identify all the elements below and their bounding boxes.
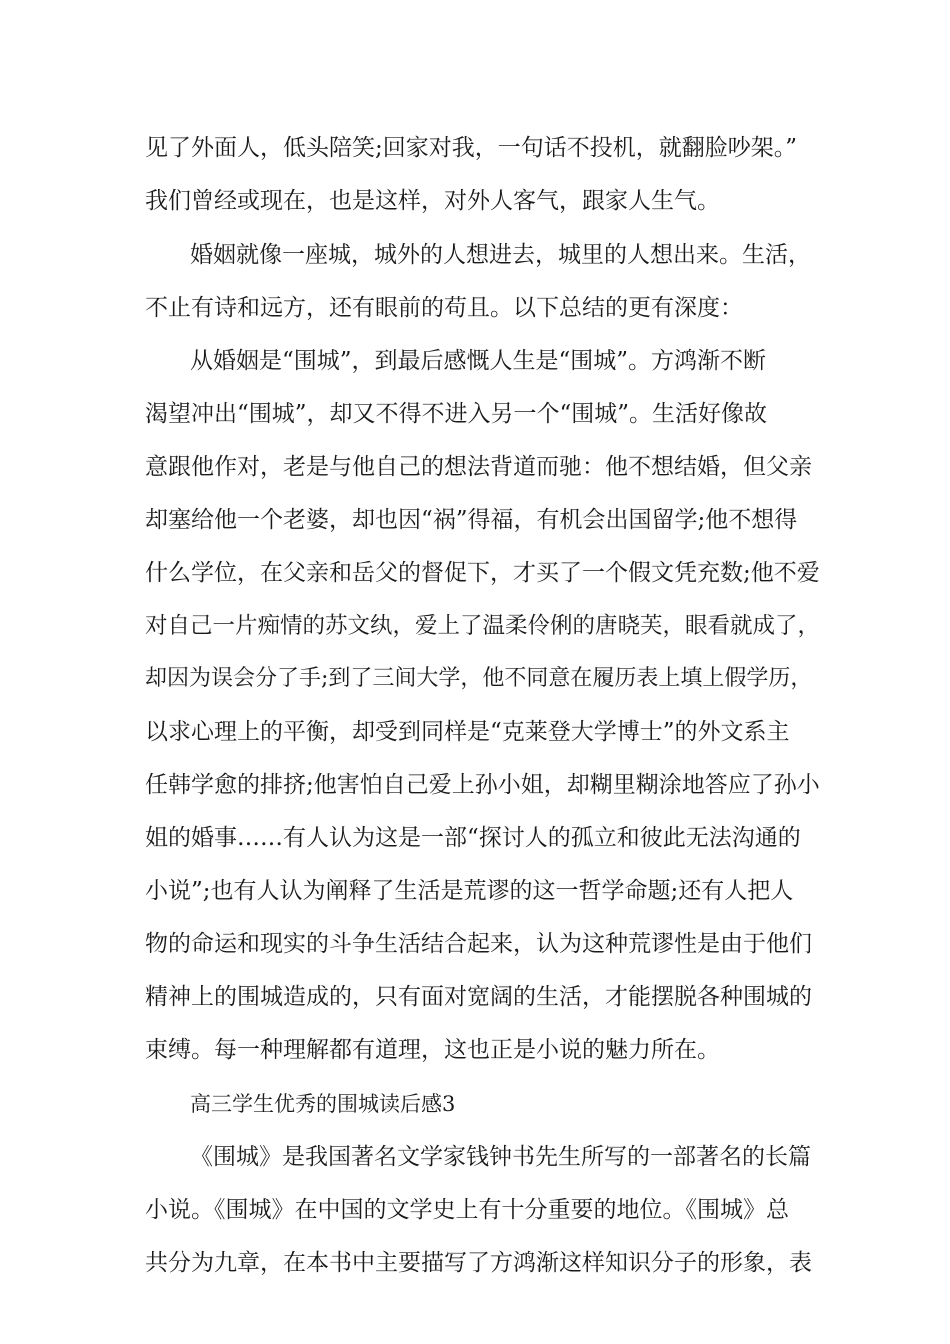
paragraph-line: 小说。《围城》在中国的文学史上有十分重要的地位。《围城》总 [145, 1197, 789, 1223]
paragraph-line: 渴望冲出“围城”，却又不得不进入另一个“围城”。生活好像故 [145, 401, 768, 427]
paragraph-line: 我们曾经或现在，也是这样，对外人客气，跟家人生气。 [145, 188, 720, 214]
paragraph-line: 见了外面人，低头陪笑;回家对我，一句话不投机，就翻脸吵架。” [145, 135, 798, 161]
paragraph-line: 束缚。每一种理解都有道理，这也正是小说的魅力所在。 [145, 1037, 720, 1063]
paragraph-line: 不止有诗和远方，还有眼前的苟且。以下总结的更有深度： [145, 295, 743, 321]
paragraph-line: 婚姻就像一座城，城外的人想进去，城里的人想出来。生活， [190, 242, 811, 268]
paragraph-line: 意跟他作对，老是与他自己的想法背道而驰：他不想结婚，但父亲 [145, 454, 812, 480]
paragraph-line: 《围城》是我国著名文学家钱钟书先生所写的一部著名的长篇 [190, 1144, 811, 1170]
paragraph-line: 以求心理上的平衡，却受到同样是“克莱登大学博士”的外文系主 [145, 719, 790, 745]
paragraph-line: 什么学位，在父亲和岳父的督促下，才买了一个假文凭充数;他不爱 [145, 560, 820, 586]
paragraph-line: 却塞给他一个老婆，却也因“祸”得福，有机会出国留学;他不想得 [145, 507, 798, 533]
paragraph-line: 任韩学愈的排挤;他害怕自己爱上孙小姐，却糊里糊涂地答应了孙小 [145, 772, 820, 798]
paragraph-line: 对自己一片痴情的苏文纨，爱上了温柔伶俐的唐晓芙，眼看就成了， [145, 613, 821, 639]
paragraph-line: 精神上的围城造成的，只有面对宽阔的生活，才能摆脱各种围城的 [145, 984, 812, 1010]
paragraph-line: 小说”;也有人认为阐释了生活是荒谬的这一哲学命题;还有人把人 [145, 878, 794, 904]
paragraph-line: 却因为误会分了手;到了三间大学，他不同意在履历表上填上假学历， [145, 666, 813, 691]
paragraph-line: 共分为九章，在本书中主要描写了方鸿渐这样知识分子的形象，表 [145, 1250, 812, 1276]
paragraph-line: 从婚姻是“围城”，到最后感慨人生是“围城”。方鸿渐不断 [190, 348, 767, 374]
paragraph-line: 物的命运和现实的斗争生活结合起来，认为这种荒谬性是由于他们 [145, 931, 812, 957]
paragraph-line: 姐的婚事……有人认为这是一部“探讨人的孤立和彼此无法沟通的 [145, 825, 801, 851]
section-heading: 高三学生优秀的围城读后感3 [190, 1092, 456, 1116]
